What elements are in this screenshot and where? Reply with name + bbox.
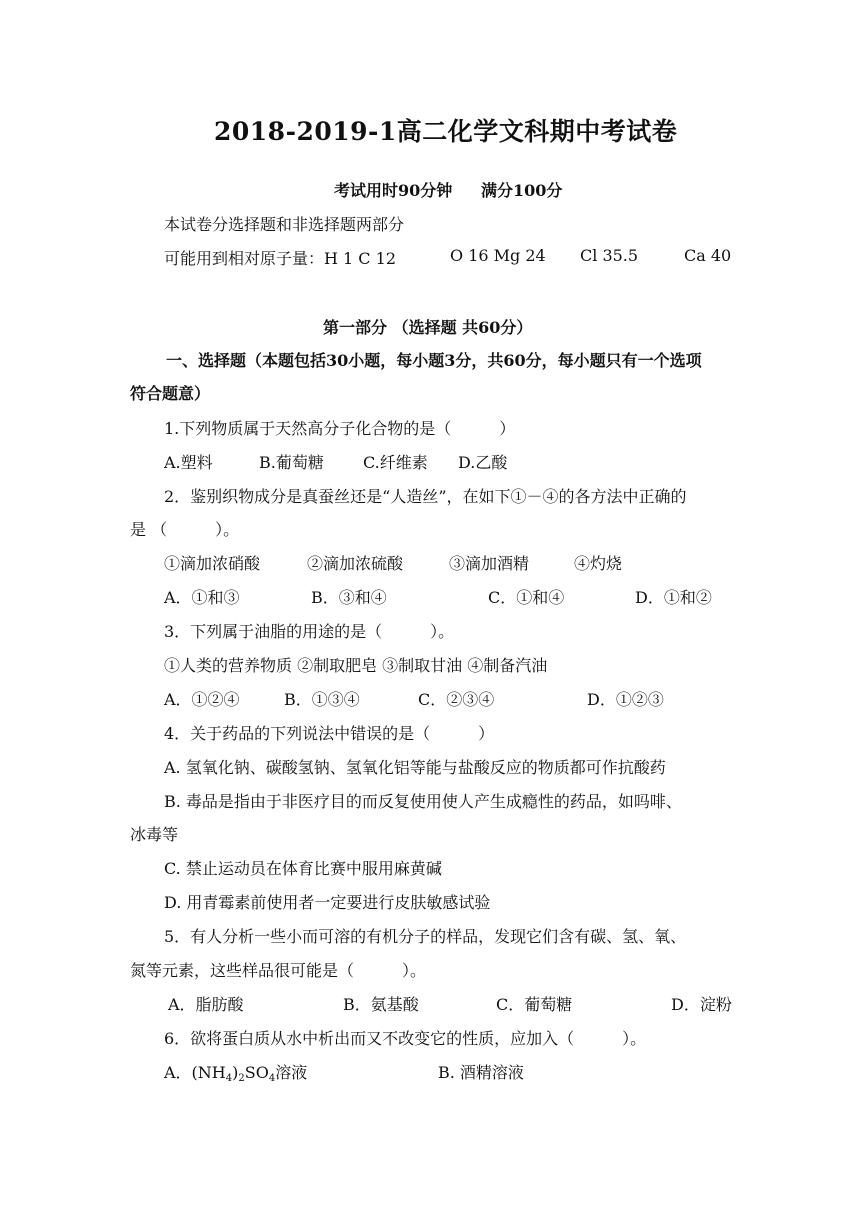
q2-choice-4: ④灼烧 [574,554,623,573]
q3-option-b: B．①③④ [284,690,360,709]
q2-choice-1: ①滴加浓硝酸 [164,554,261,573]
part1-heading: 第一部分 （选择题 共60分） [323,318,533,337]
q2-option-c: C．①和④ [488,588,565,607]
exam-title: 2018-2019-1高二化学文科期中考试卷 [214,117,678,146]
q2-option-b: B．③和④ [311,588,387,607]
q1-option-c: C.纤维素 [363,453,428,472]
q5-stem-line2: 氮等元素，这些样品很可能是（ ）。 [130,961,427,980]
atomic-mass-1: 可能用到相对原子量：H 1 C 12 [164,249,396,268]
q5-option-d: D．淀粉 [671,995,732,1014]
q6-option-a-sub2: 2 [238,1073,245,1084]
section-instructions-line1: 一、选择题（本题包括30小题，每小题3分，共60分，每小题只有一个选项 [166,351,702,370]
q3-option-c: C．②③④ [418,690,495,709]
q1-option-a: A.塑料 [164,453,213,472]
q4-option-c: C. 禁止运动员在体育比赛中服用麻黄碱 [164,859,442,878]
q2-choice-2: ②滴加浓硫酸 [307,554,404,573]
q2-option-d: D．①和② [635,588,712,607]
q4-option-b-line2: 冰毒等 [130,825,179,844]
q2-option-a: A．①和③ [164,588,240,607]
section-instructions-line2: 符合题意） [130,384,211,403]
q4-option-b-line1: B. 毒品是指由于非医疗目的而反复使用使人产生成瘾性的药品，如吗啡、 [164,792,682,811]
q6-option-a-suffix: 溶液 [275,1063,308,1082]
full-score: 满分100分 [481,181,563,200]
q5-option-c: C．葡萄糖 [496,995,573,1014]
atomic-mass-3: Cl 35.5 [580,246,639,265]
q4-option-a: A. 氢氧化钠、碳酸氢钠、氢氧化铝等能与盐酸反应的物质都可作抗酸药 [164,758,666,777]
atomic-mass-2: O 16 Mg 24 [450,246,546,265]
atomic-mass-4: Ca 40 [684,246,732,265]
q2-choice-3: ③滴加酒精 [449,554,530,573]
q1-option-b: B.葡萄糖 [259,453,324,472]
q5-option-b: B．氨基酸 [343,995,419,1014]
q2-stem-line1: 2．鉴别织物成分是真蚕丝还是“人造丝”，在如下①－④的各方法中正确的 [164,487,687,506]
q2-choices [164,551,664,573]
q6-option-a-so: SO [244,1063,269,1082]
q4-option-d: D. 用青霉素前使用者一定要进行皮肤敏感试验 [164,893,491,912]
q3-option-d: D．①②③ [587,690,664,709]
q6-option-a-sub1: 4 [225,1073,233,1084]
q6-option-a-sub3: 4 [268,1073,276,1084]
q6-option-a-mid: ) [232,1063,239,1082]
q3-stem: 3．下列属于油脂的用途的是（ ）。 [164,622,455,641]
q6-option-a-prefix: A．(NH [164,1063,226,1082]
q5-options [168,992,738,1014]
q1-option-d: D.乙酸 [458,453,508,472]
q3-options [164,687,684,709]
q2-options [164,585,724,607]
q5-stem-line1: 5．有人分析一些小而可溶的有机分子的样品，发现它们含有碳、氢、氧、 [164,927,687,946]
q4-stem: 4．关于药品的下列说法中错误的是（ ） [164,724,495,743]
q3-choices: ①人类的营养物质 ②制取肥皂 ③制取甘油 ④制备汽油 [164,656,548,675]
time-limit: 考试用时90分钟 [334,181,453,200]
q6-option-a [164,1060,307,1084]
q1-options [164,450,564,472]
q6-stem: 6．欲将蛋白质从水中析出而又不改变它的性质，应加入（ ）。 [164,1029,647,1048]
q5-option-a: A．脂肪酸 [168,995,244,1014]
q1-stem: 1.下列物质属于天然高分子化合物的是（ ） [164,419,516,438]
q6-option-b: B. 酒精溶液 [438,1063,524,1082]
structure-note: 本试卷分选择题和非选择题两部分 [164,215,405,234]
q3-option-a: A．①②④ [164,690,240,709]
atomic-mass-line [164,246,744,268]
q2-stem-line2: 是 （ ）。 [130,520,240,539]
